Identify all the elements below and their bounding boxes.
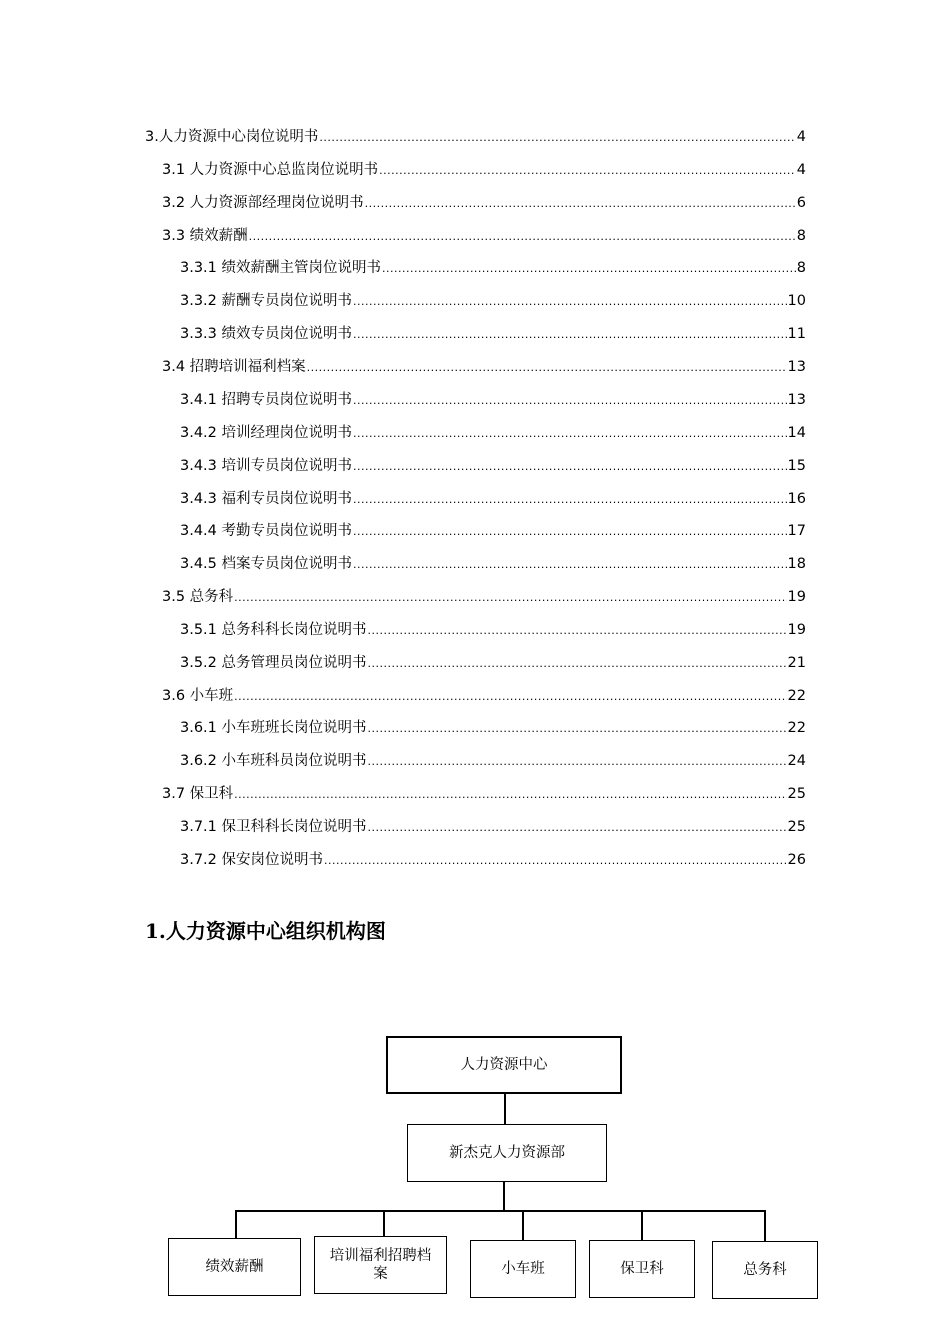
toc-page-number: 4	[796, 162, 806, 178]
toc-entry-label: 3.6.1 小车班班长岗位说明书	[180, 720, 367, 736]
toc-leader-dots	[365, 194, 796, 214]
org-node-label: 保卫科	[620, 1261, 664, 1277]
toc-entry-label: 3.5.2 总务管理员岗位说明书	[180, 655, 367, 671]
toc-page-number: 26	[787, 852, 806, 868]
toc-leader-dots	[353, 424, 787, 444]
connector-line	[764, 1210, 766, 1241]
org-node-label: 小车班	[501, 1261, 545, 1277]
toc-page-number: 25	[787, 819, 806, 835]
org-node-hr-center	[386, 1036, 622, 1094]
org-node-training-welfare	[314, 1236, 447, 1294]
toc-page-number: 13	[787, 359, 806, 375]
toc-page-number: 19	[787, 622, 806, 638]
toc-entry-label: 3.2 人力资源部经理岗位说明书	[162, 195, 364, 211]
toc-entry[interactable]	[180, 554, 806, 575]
toc-page-number: 15	[787, 458, 806, 474]
toc-page-number: 18	[787, 556, 806, 572]
toc-entry[interactable]	[162, 686, 806, 707]
toc-page-number: 6	[796, 195, 806, 211]
connector-line	[383, 1210, 385, 1237]
org-node-security	[589, 1240, 695, 1298]
toc-entry[interactable]	[180, 390, 806, 411]
toc-entry-label: 3.6 小车班	[162, 688, 234, 704]
toc-entry-label: 3.1 人力资源中心总监岗位说明书	[162, 162, 379, 178]
toc-leader-dots	[249, 227, 796, 247]
toc-entry[interactable]	[180, 620, 806, 641]
toc-leader-dots	[234, 785, 786, 805]
toc-leader-dots	[319, 128, 795, 148]
toc-leader-dots	[368, 719, 787, 739]
toc-entry-label: 3.4.3 培训专员岗位说明书	[180, 458, 353, 474]
connector-line	[522, 1210, 524, 1240]
org-node-hr-department	[407, 1124, 607, 1182]
toc-entry-label: 3.3.3 绩效专员岗位说明书	[180, 326, 353, 342]
toc-entry-label: 3.5.1 总务科科长岗位说明书	[180, 622, 367, 638]
toc-page-number: 14	[787, 425, 806, 441]
connector-line	[235, 1210, 766, 1212]
toc-entry[interactable]	[180, 718, 806, 739]
org-node-performance-pay	[168, 1238, 301, 1296]
toc-entry[interactable]	[180, 653, 806, 674]
toc-entry-label: 3.3.1 绩效薪酬主管岗位说明书	[180, 260, 382, 276]
connector-line	[504, 1094, 506, 1124]
toc-entry[interactable]	[180, 291, 806, 312]
connector-line	[235, 1210, 237, 1238]
toc-leader-dots	[353, 522, 787, 542]
toc-page-number: 19	[787, 589, 806, 605]
toc-leader-dots	[368, 818, 787, 838]
toc-entry[interactable]	[180, 521, 806, 542]
toc-entry[interactable]	[162, 587, 806, 608]
connector-line	[503, 1182, 505, 1211]
toc-entry[interactable]	[162, 226, 806, 247]
toc-page-number: 21	[787, 655, 806, 671]
toc-leader-dots	[353, 555, 787, 575]
toc-page-number: 22	[787, 720, 806, 736]
toc-entry-label: 3.人力资源中心岗位说明书	[145, 129, 319, 145]
toc-page-number: 4	[796, 129, 806, 145]
org-node-label: 培训福利招聘档案	[329, 1248, 432, 1282]
toc-leader-dots	[324, 851, 787, 871]
org-node-label: 人力资源中心	[460, 1057, 548, 1073]
toc-entry-label: 3.7.1 保卫科科长岗位说明书	[180, 819, 367, 835]
toc-entry-label: 3.3.2 薪酬专员岗位说明书	[180, 293, 353, 309]
section-heading: 1.人力资源中心组织机构图	[145, 919, 386, 943]
org-node-car-team	[470, 1240, 576, 1298]
toc-leader-dots	[353, 457, 787, 477]
toc-page-number: 16	[787, 491, 806, 507]
toc-entry[interactable]	[180, 423, 806, 444]
toc-leader-dots	[379, 161, 796, 181]
toc-entry[interactable]	[162, 784, 806, 805]
toc-entry[interactable]	[180, 489, 806, 510]
toc-leader-dots	[368, 752, 787, 772]
toc-page-number: 8	[796, 228, 806, 244]
toc-entry[interactable]	[162, 357, 806, 378]
toc-page-number: 17	[787, 523, 806, 539]
toc-entry-label: 3.4.5 档案专员岗位说明书	[180, 556, 353, 572]
toc-leader-dots	[353, 490, 787, 510]
toc-entry[interactable]	[162, 160, 806, 181]
toc-page-number: 25	[787, 786, 806, 802]
toc-entry[interactable]	[180, 850, 806, 871]
toc-leader-dots	[382, 259, 796, 279]
toc-page-number: 8	[796, 260, 806, 276]
toc-entry[interactable]	[145, 127, 806, 148]
toc-entry[interactable]	[162, 193, 806, 214]
toc-entry-label: 3.6.2 小车班科员岗位说明书	[180, 753, 367, 769]
toc-entry-label: 3.3 绩效薪酬	[162, 228, 248, 244]
toc-page-number: 13	[787, 392, 806, 408]
toc-leader-dots	[368, 621, 787, 641]
toc-entry-label: 3.4 招聘培训福利档案	[162, 359, 306, 375]
org-node-label: 新杰克人力资源部	[449, 1145, 565, 1161]
toc-leader-dots	[353, 292, 787, 312]
toc-entry-label: 3.4.1 招聘专员岗位说明书	[180, 392, 353, 408]
toc-entry-label: 3.5 总务科	[162, 589, 234, 605]
toc-leader-dots	[234, 588, 786, 608]
toc-entry[interactable]	[180, 751, 806, 772]
toc-page-number: 11	[787, 326, 806, 342]
toc-entry-label: 3.4.3 福利专员岗位说明书	[180, 491, 353, 507]
toc-entry-label: 3.7.2 保安岗位说明书	[180, 852, 324, 868]
toc-page-number: 24	[787, 753, 806, 769]
toc-page-number: 22	[787, 688, 806, 704]
org-node-general-affairs	[712, 1241, 818, 1299]
org-node-label: 绩效薪酬	[205, 1259, 264, 1275]
org-node-label: 总务科	[743, 1262, 787, 1278]
toc-entry[interactable]	[180, 258, 806, 279]
toc-leader-dots	[234, 687, 786, 707]
toc-entry[interactable]	[180, 456, 806, 477]
connector-line	[641, 1210, 643, 1240]
toc-leader-dots	[368, 654, 787, 674]
toc-entry-label: 3.4.2 培训经理岗位说明书	[180, 425, 353, 441]
toc-leader-dots	[307, 358, 787, 378]
toc-page-number: 10	[787, 293, 806, 309]
toc-leader-dots	[353, 325, 787, 345]
toc-entry[interactable]	[180, 324, 806, 345]
toc-entry[interactable]	[180, 817, 806, 838]
toc-entry-label: 3.4.4 考勤专员岗位说明书	[180, 523, 353, 539]
toc-entry-label: 3.7 保卫科	[162, 786, 234, 802]
toc-leader-dots	[353, 391, 787, 411]
